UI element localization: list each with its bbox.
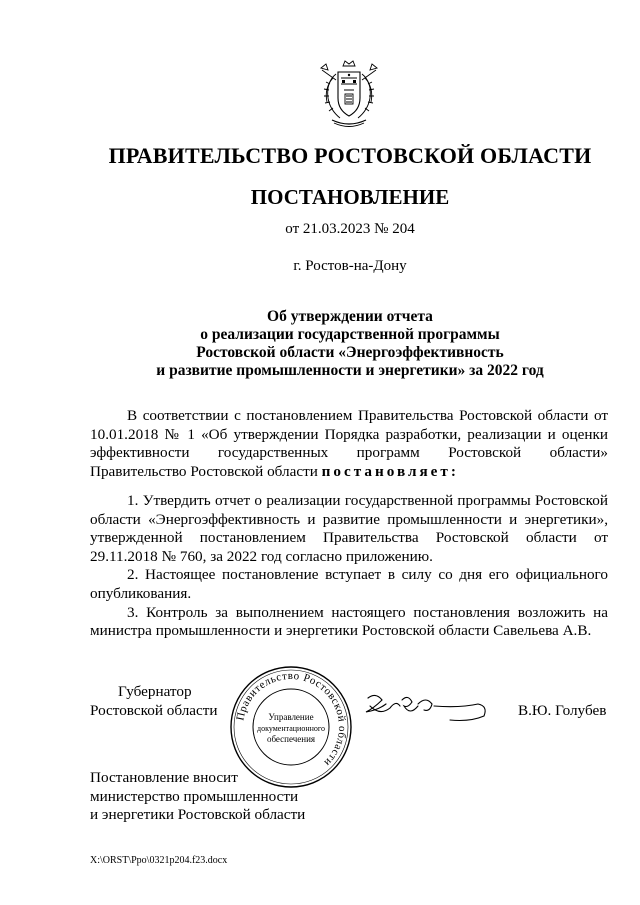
introduced-by [90, 769, 305, 825]
subject-line: Ростовской области «Энергоэффективность [196, 344, 504, 361]
subject-line: и развитие промышленности и энергетики» за 2022 год [156, 362, 544, 379]
document-city: г. Ростов-на-Дону [293, 258, 407, 274]
preamble-paragraph [90, 407, 608, 481]
subject-line: Об утверждении отчета [267, 308, 433, 325]
seal-center-line: обеспечения [266, 734, 316, 744]
seal-center-line: документационного [257, 724, 325, 733]
introduced-line: министерство промышленности [90, 787, 299, 805]
subject-line: о реализации государственной программы [200, 326, 500, 343]
preamble-text: В соответствии с постановлением Правительства Ростовской области от 10.01.2018 № 1 «Об утверждении Порядка разработки, реализации и оценки эффективности государственных программ Ростовской области» Правительство Ростовской области [90, 407, 608, 480]
government-title: ПРАВИТЕЛЬСТВО РОСТОВСКОЙ ОБЛАСТИ [108, 143, 592, 168]
seal-ring-text: Правительство Ростовской области [234, 669, 349, 769]
decree-item: 2. Настоящее постановление вступает в силу со дня его официального опубликования. [90, 566, 608, 602]
position-line: Ростовской области [90, 701, 218, 719]
signatory-position [90, 683, 218, 720]
decree-items [90, 492, 608, 641]
introduced-line: Постановление вносит [90, 769, 238, 786]
signer-name: В.Ю. Голубев [518, 702, 607, 719]
decree-word: постановляет: [321, 462, 459, 480]
document-subject [0, 308, 640, 380]
introduced-line: и энергетики Ростовской области [90, 806, 306, 824]
document-date-number: от 21.03.2023 № 204 [285, 221, 415, 237]
decree-item: 3. Контроль за выполнением настоящего постановления возложить на министра промышленности и энергетики Ростовской области Савельева А.В. [90, 603, 608, 640]
position-line: Губернатор [118, 683, 192, 700]
coat-of-arms-icon [316, 58, 382, 130]
file-path: X:\ORST\Ppo\0321p204.f23.docx [90, 855, 228, 866]
seal-center-line: Управление [268, 712, 314, 722]
document-type: ПОСТАНОВЛЕНИЕ [250, 185, 450, 209]
handwritten-signature [360, 686, 490, 726]
decree-item: 1. Утвердить отчет о реализации государственной программы Ростовской области «Энергоэффективность и развитие промышленности и энергетики», утвержденной постановлением Правительства Ростовской области от 29.11.2018 № 760, за 2022 год согласно приложению. [90, 492, 608, 565]
